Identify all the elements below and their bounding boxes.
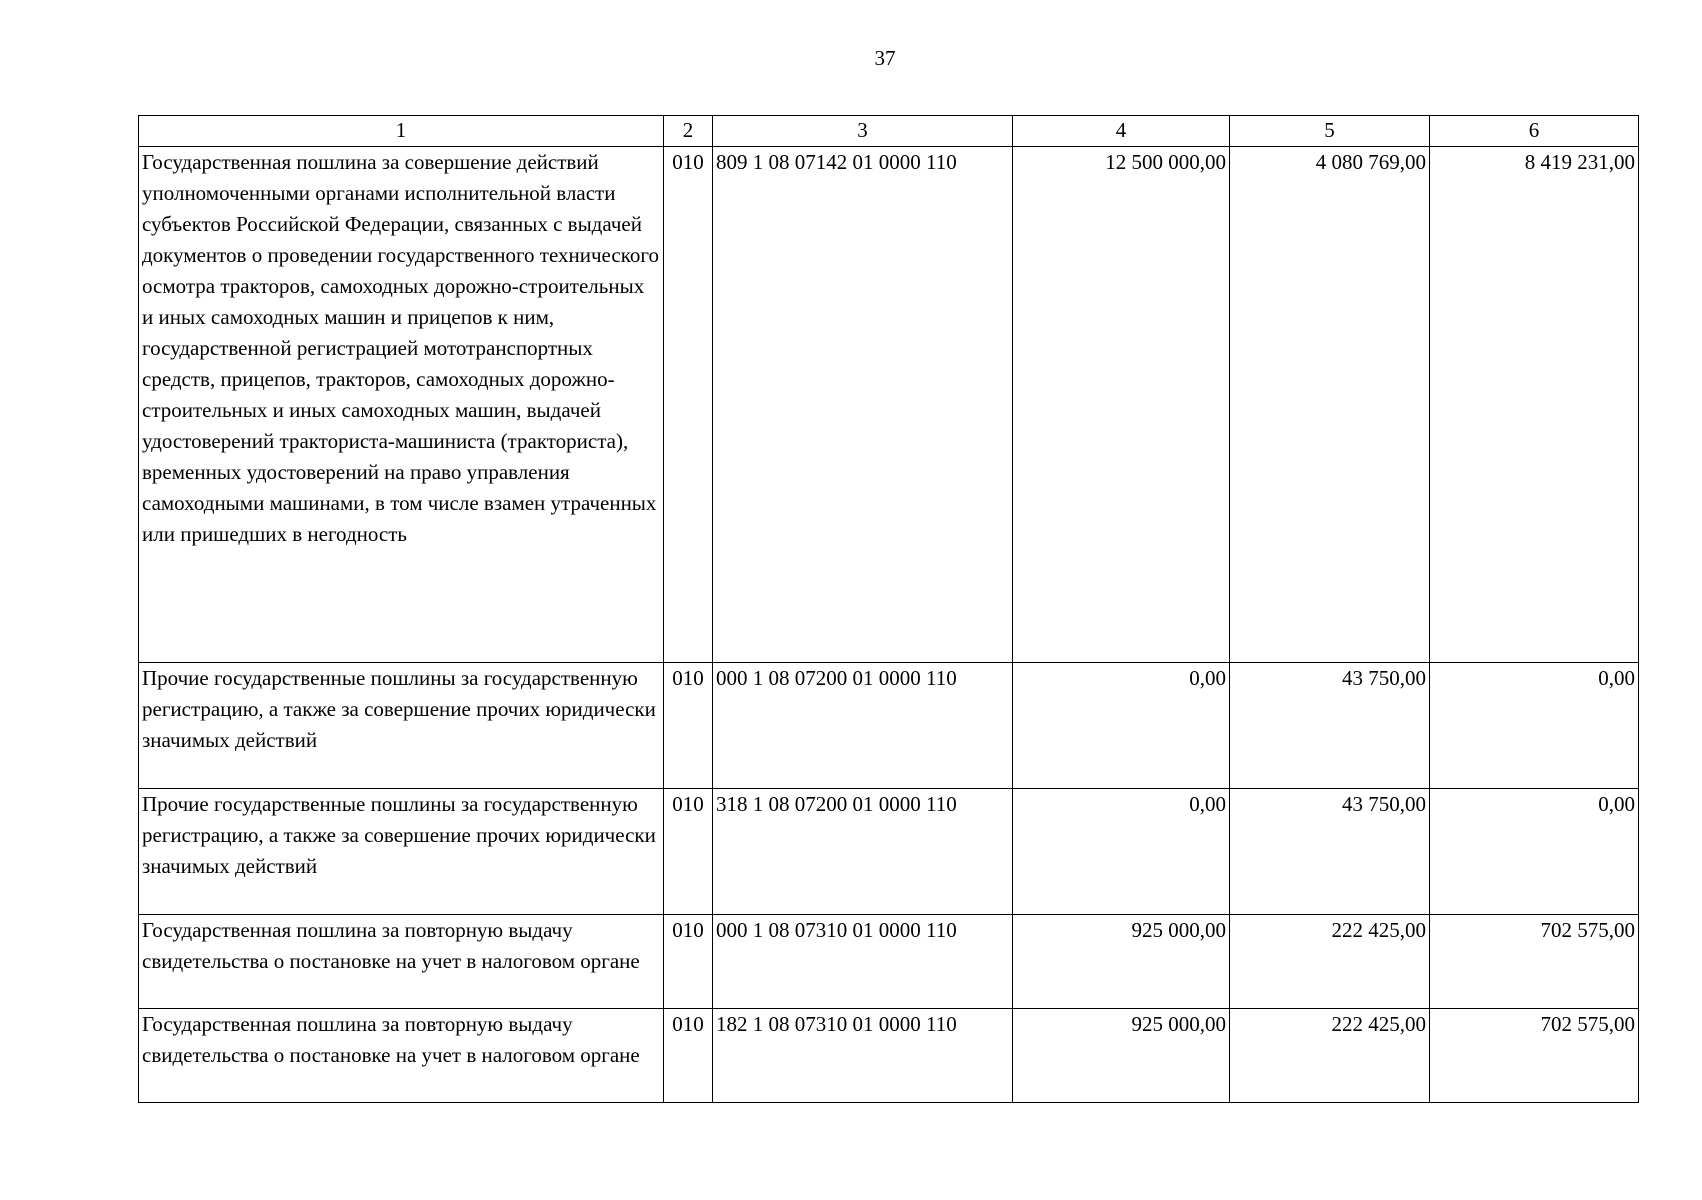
budget-classification-code-cell: 318 1 08 07200 01 0000 110 <box>713 789 1013 915</box>
revenue-name-cell: Прочие государственные пошлины за государственную регистрацию, а также за совершение прочих юридически значимых действий <box>139 789 664 915</box>
revenue-name-cell: Прочие государственные пошлины за государственную регистрацию, а также за совершение прочих юридически значимых действий <box>139 663 664 789</box>
approved-amount-cell: 0,00 <box>1013 789 1230 915</box>
approved-amount-cell: 0,00 <box>1013 663 1230 789</box>
line-code-cell: 010 <box>664 1009 713 1103</box>
unexecuted-amount-cell: 0,00 <box>1430 663 1639 789</box>
header-col-2: 2 <box>664 116 713 147</box>
line-code-cell: 010 <box>664 915 713 1009</box>
unexecuted-amount-cell: 702 575,00 <box>1430 1009 1639 1103</box>
revenue-name-cell: Государственная пошлина за повторную выдачу свидетельства о постановке на учет в налоговом органе <box>139 1009 664 1103</box>
header-col-5: 5 <box>1230 116 1430 147</box>
approved-amount-cell: 925 000,00 <box>1013 1009 1230 1103</box>
header-col-1: 1 <box>139 116 664 147</box>
approved-amount-cell: 925 000,00 <box>1013 915 1230 1009</box>
unexecuted-amount-cell: 0,00 <box>1430 789 1639 915</box>
revenue-name-cell: Государственная пошлина за совершение действий уполномоченными органами исполнительной власти субъектов Российской Федерации, связанных с выдачей документов о проведении государственного технического осмотра тракторов, самоходных дорожно-строительных и иных самоходных машин и прицепов к ним, государственной регистрацией мототранспортных средств, прицепов, тракторов, самоходных дорожно-строительных и иных самоходных машин, выдачей удостоверений тракториста-машиниста (тракториста), временных удостоверений на право управления самоходными машинами, в том числе взамен утраченных или пришедших в негодность <box>139 147 664 663</box>
line-code-cell: 010 <box>664 789 713 915</box>
revenue-name-cell: Государственная пошлина за повторную выдачу свидетельства о постановке на учет в налоговом органе <box>139 915 664 1009</box>
table-row <box>139 789 1639 915</box>
budget-classification-code-cell: 000 1 08 07310 01 0000 110 <box>713 915 1013 1009</box>
budget-classification-code-cell: 182 1 08 07310 01 0000 110 <box>713 1009 1013 1103</box>
executed-amount-cell: 222 425,00 <box>1230 915 1430 1009</box>
header-row <box>139 116 1639 147</box>
budget-execution-table <box>138 115 1639 1103</box>
unexecuted-amount-cell: 8 419 231,00 <box>1430 147 1639 663</box>
header-col-3: 3 <box>713 116 1013 147</box>
table-row <box>139 147 1639 663</box>
line-code-cell: 010 <box>664 663 713 789</box>
executed-amount-cell: 43 750,00 <box>1230 663 1430 789</box>
budget-classification-code-cell: 000 1 08 07200 01 0000 110 <box>713 663 1013 789</box>
table-row <box>139 915 1639 1009</box>
line-code-cell: 010 <box>664 147 713 663</box>
unexecuted-amount-cell: 702 575,00 <box>1430 915 1639 1009</box>
executed-amount-cell: 4 080 769,00 <box>1230 147 1430 663</box>
executed-amount-cell: 222 425,00 <box>1230 1009 1430 1103</box>
table-row <box>139 663 1639 789</box>
approved-amount-cell: 12 500 000,00 <box>1013 147 1230 663</box>
executed-amount-cell: 43 750,00 <box>1230 789 1430 915</box>
header-col-6: 6 <box>1430 116 1639 147</box>
table-row <box>139 1009 1639 1103</box>
page-number: 37 <box>874 46 896 70</box>
header-col-4: 4 <box>1013 116 1230 147</box>
budget-classification-code-cell: 809 1 08 07142 01 0000 110 <box>713 147 1013 663</box>
